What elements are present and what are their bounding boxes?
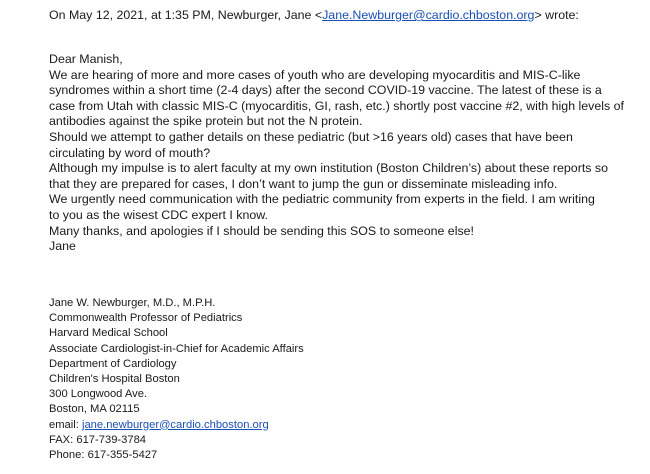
signature-street: 300 Longwood Ave. [49,388,148,401]
message-line: Many thanks, and apologies if I should be sending this SOS to someone else! [49,223,474,238]
greeting: Dear Manish, [49,52,123,66]
reply-header-prefix: On May 12, 2021, at 1:35 PM, Newburger, Jane < [49,8,323,22]
message-line: We urgently need communication with the pediatric community from experts in the field. I am writing [49,192,595,207]
signature-city: Boston, MA 02115 [49,403,140,416]
message-line: to you as the wisest CDC expert I know. [49,207,268,222]
message-line: syndromes within a short time (2-4 days) after the second COVID-19 vaccine. The latest of these is a [49,83,602,98]
signature-fax: FAX: 617-739-3784 [49,433,147,446]
message-line: antibodies against the spike protein but not the N protein. [49,114,363,129]
signature-title: Commonwealth Professor of Pediatrics [49,312,243,325]
signature-email-label: email: [49,418,82,431]
signature-block [49,296,304,463]
signature-school: Harvard Medical School [49,327,168,340]
sender-email-link[interactable]: Jane.Newburger@cardio.chboston.org [322,8,535,22]
message-body [49,52,639,255]
message-line: Should we attempt to gather details on these pediatric (but >16 years old) cases that have been [49,129,573,144]
message-line: that they are prepared for cases, I don’t want to jump the gun or disseminate misleading info. [49,176,558,191]
sign-off: Jane [49,239,76,254]
signature-hospital: Children's Hospital Boston [49,373,180,386]
signature-name: Jane W. Newburger, M.D., M.P.H. [49,297,216,309]
reply-header-suffix: > wrote: [534,8,579,22]
signature-email-link[interactable]: jane.newburger@cardio.chboston.org [81,418,269,431]
reply-header [49,8,579,22]
message-line: circulating by word of mouth? [49,145,211,160]
signature-department: Department of Cardiology [49,357,177,370]
signature-title-secondary: Associate Cardiologist-in-Chief for Academic Affairs [49,342,304,355]
signature-email-line [49,418,304,433]
message-line: Although my impulse is to alert faculty at my own institution (Boston Children’s) about these reports so [49,161,608,176]
message-line: case from Utah with classic MIS-C (myocarditis, GI, rash, etc.) shortly post vaccine #2, with high levels of [49,98,624,113]
message-line: We are hearing of more and more cases of youth who are developing myocarditis and MIS-C-like [49,67,581,82]
signature-phone: Phone: 617-355-5427 [49,449,158,462]
